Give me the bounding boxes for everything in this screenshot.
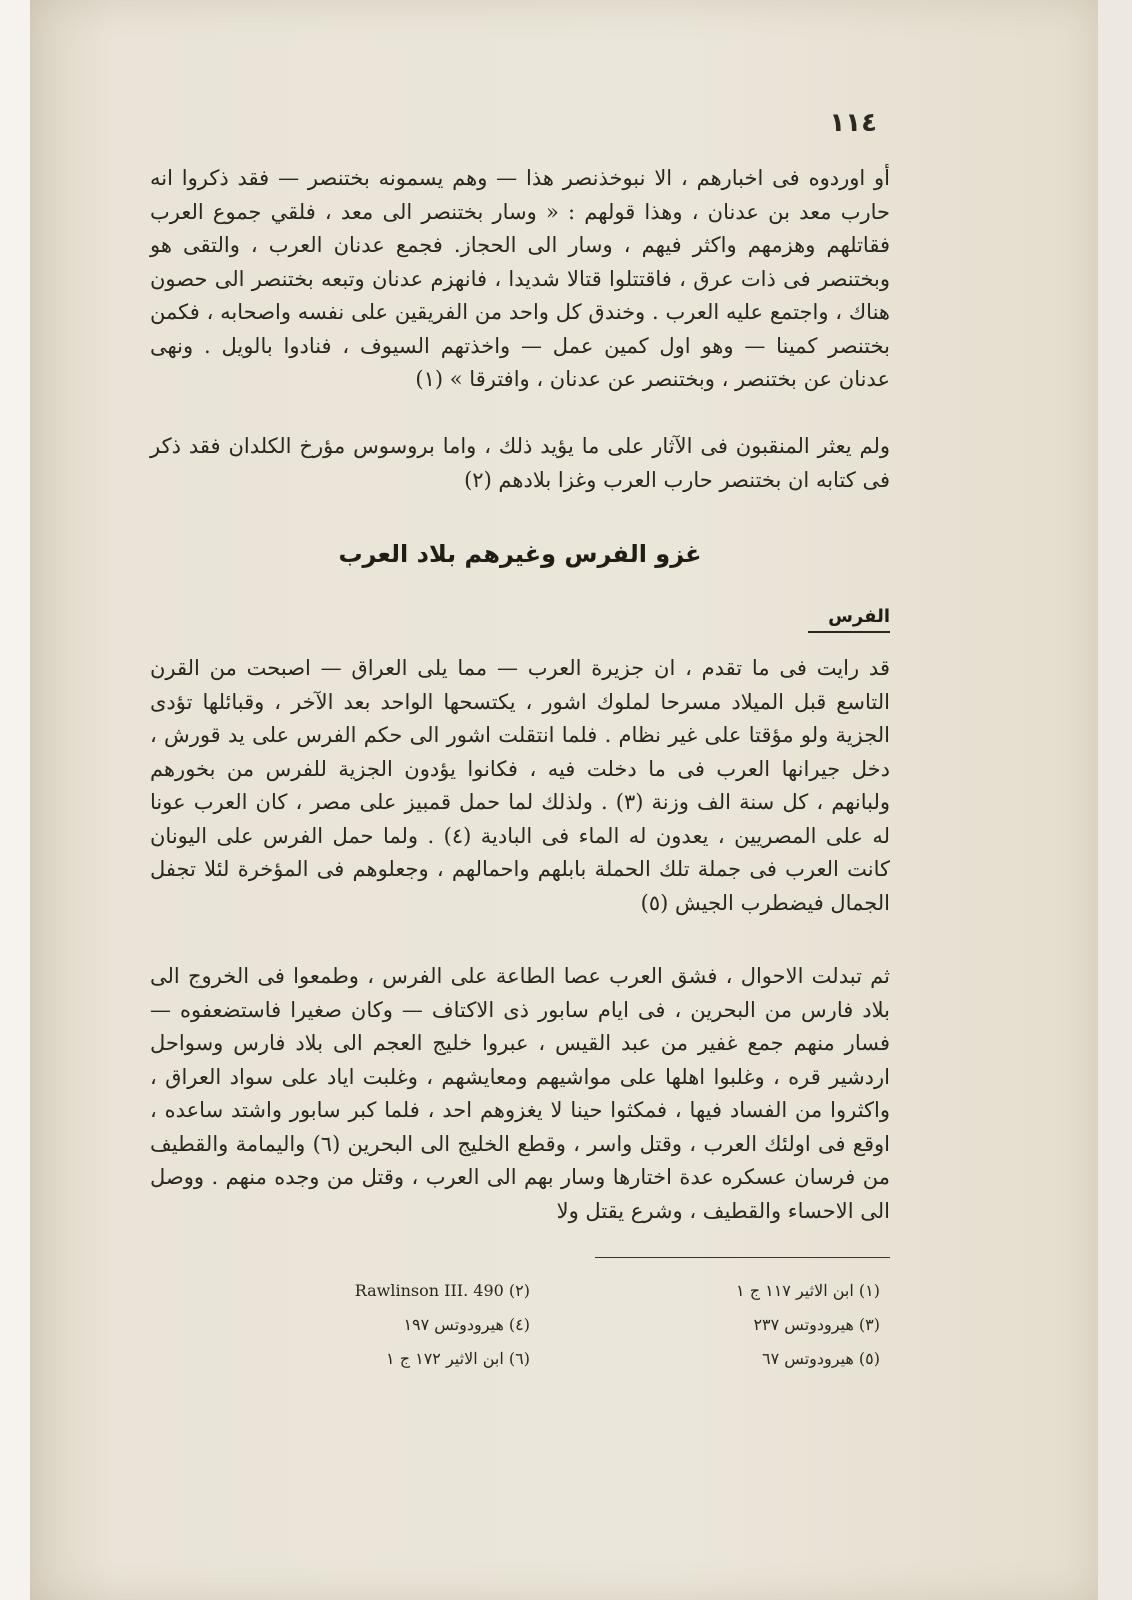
section-heading: غزو الفرس وغيرهم بلاد العرب <box>338 540 702 568</box>
paragraph <box>150 162 890 397</box>
footnote: (٥) هيرودوتس ٦٧ <box>762 1349 880 1368</box>
paragraph-text: ولم يعثر المنقبون فى الآثار على ما يؤيد ذلك ، واما بروسوس مؤرخ الكلدان فقد ذكر فى كتابه ان بختنصر حارب العرب وغزا بلادهم (٢) <box>150 434 890 492</box>
paragraph-text: قد رايت فى ما تقدم ، ان جزيرة العرب — مما يلى العراق — اصبحت من القرن التاسع قبل الميلاد مسرحا لملوك اشور ، يكتسحها الواحد بعد الآخر ، وقبائلها تؤدى الجزية ولو مؤقتا على غير نظام . فلما انتقلت اشور الى حكم الفرس على يد قورش ، دخل جيرانها العرب فى ما دخلت فيه ، فكانوا يؤدون الجزية للفرس من بخورهم ولبانهم ، كل سنة الف وزنة (٣) . ولذلك لما حمل قمبيز على مصر ، كان العرب عونا له على المصريين ، يعدون له الماء فى البادية (٤) . ولما حمل الفرس على اليونان كانت العرب فى جملة تلك الحملة بابلهم واحمالهم ، وجعلوهم فى المؤخرة لئلا تجفل الجمال فيضطرب الجيش (٥) <box>150 656 890 915</box>
footnote: (٦) ابن الاثير ١٧٢ ج ١ <box>386 1349 530 1368</box>
footnote-marker: (٢) <box>508 1281 530 1300</box>
footnote: (٤) هيرودوتس ١٩٧ <box>403 1315 530 1334</box>
footnotes-left-column <box>280 1274 530 1376</box>
footnote <box>280 1274 530 1308</box>
footnote-divider <box>595 1257 890 1258</box>
book-page <box>30 0 1098 1600</box>
footnote-citation: Rawlinson III. 490 <box>354 1281 504 1300</box>
paragraph-text: أو اوردوه فى اخبارهم ، الا نبوخذنصر هذا — وهم يسمونه بختنصر — فقد ذكروا انه حارب معد بن عدنان ، وهذا قولهم : « وسار بختنصر الى معد ، فلقي جموع العرب فقاتلهم وهزمهم واكثر فيهم ، وسار الى الحجاز. فجمع عدنان العرب ، والتقى هو وبختنصر فى ذات عرق ، فاقتتلوا قتالا شديدا ، فانهزم عدنان وتبعه بختنصر الى حصون هناك ، واجتمع عليه العرب . وخندق كل واحد من الفريقين على نفسه واصحابه ، فكمن بختنصر كمينا — وهو اول كمين عمل — واخذتهم السيوف ، فنادوا بالويل . ونهى عدنان عن بختنصر ، وبختنصر عن عدنان ، وافترقا » (١) <box>150 166 890 391</box>
footnotes-right-column <box>620 1274 880 1376</box>
subheading: الفرس <box>808 606 890 633</box>
paragraph <box>150 430 890 497</box>
paragraph-text: ثم تبدلت الاحوال ، فشق العرب عصا الطاعة على الفرس ، وطمعوا فى الخروج الى بلاد فارس من البحرين ، فى ايام سابور ذى الاكتاف — وكان صغيرا فاستضعفوه — فسار منهم جمع غفير من عبد القيس ، عبروا خليج العجم الى بلاد فارس وسواحل اردشير قره ، وغلبوا اهلها على مواشيهم ومعايشهم ، وغلبت اياد على سواد العراق ، واكثروا من الفساد فيها ، فمكثوا حينا لا يغزوهم احد ، فلما كبر سابور واشتد ساعده ، اوقع فى اولئك العرب ، وقتل واسر ، وقطع الخليج الى البحرين (٦) واليمامة والقطيف من فرسان عسكره عدة اختارها وسار بهم الى العرب ، وقتل من وجده منهم . ووصل الى الاحساء والقطيف ، وشرع يقتل ولا <box>150 964 890 1223</box>
paragraph <box>150 960 890 1228</box>
footnote: (١) ابن الاثير ١١٧ ج ١ <box>736 1281 880 1300</box>
page-number: ١١٤ <box>829 108 877 138</box>
paragraph <box>150 652 890 920</box>
footnote: (٣) هيرودوتس ٢٣٧ <box>753 1315 880 1334</box>
